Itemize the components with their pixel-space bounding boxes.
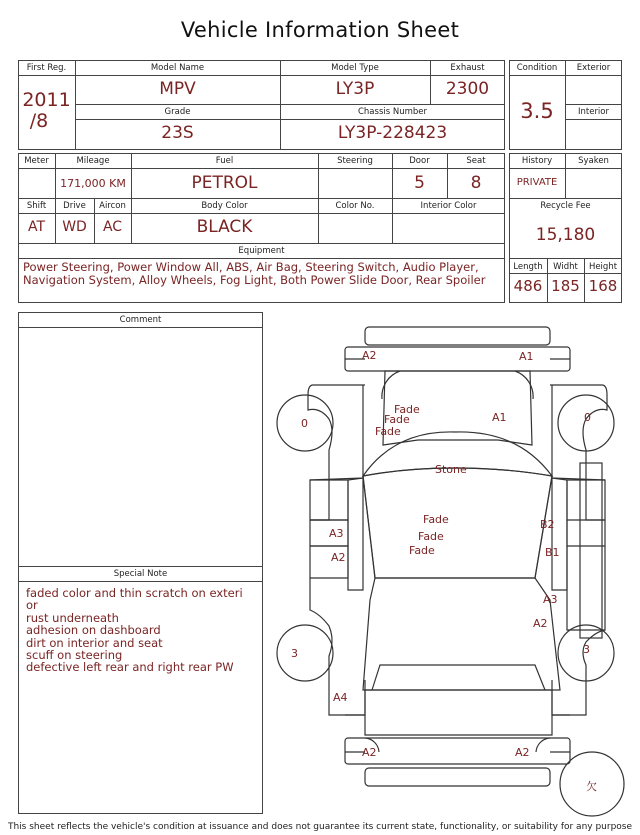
color-no-label: Color No. bbox=[335, 201, 375, 211]
mileage-value: 171,000 KM bbox=[60, 177, 126, 190]
grade-label: Grade bbox=[164, 107, 191, 117]
door-label: Door bbox=[409, 156, 430, 166]
diagram-mark: 0 bbox=[584, 411, 591, 424]
history-label: History bbox=[521, 156, 553, 166]
body-color-value: BLACK bbox=[196, 217, 253, 237]
special-note-line: defective left rear and right rear PW bbox=[26, 660, 234, 674]
comment-label: Comment bbox=[119, 315, 162, 325]
interior-color-label: Interior Color bbox=[420, 201, 477, 211]
height-value: 168 bbox=[588, 277, 618, 295]
diagram-mark: Fade bbox=[409, 544, 435, 557]
chassis-number-value: LY3P-228423 bbox=[337, 123, 448, 143]
diagram-mark: Stone bbox=[435, 463, 467, 476]
special-note-line: scuff on steering bbox=[26, 648, 123, 663]
recycle-fee-value: 15,180 bbox=[535, 225, 596, 245]
diagram-mark: 3 bbox=[583, 643, 590, 656]
diagram-mark: A2 bbox=[515, 746, 530, 759]
model-name-label: Model Name bbox=[150, 63, 205, 73]
exhaust-label: Exhaust bbox=[450, 63, 485, 73]
equipment-label: Equipment bbox=[238, 246, 285, 256]
diagram-mark: 0 bbox=[301, 417, 308, 430]
first-reg-month: /8 bbox=[29, 110, 49, 132]
body-color-label: Body Color bbox=[201, 201, 248, 211]
diagram-mark: A3 bbox=[543, 593, 558, 606]
special-note-line: faded color and thin scratch on exteri bbox=[26, 587, 243, 600]
exterior-label: Exterior bbox=[576, 63, 611, 73]
diagram-mark: B2 bbox=[540, 518, 555, 531]
diagram-mark: A2 bbox=[533, 617, 548, 630]
equipment-list: Power Steering, Power Window All, ABS, Air Bag, Steering Switch, Audio Player, Navigation System, Alloy Wheels, Fog Light, Both Power Slide Door, Rear Spoiler bbox=[23, 260, 486, 287]
diagram-mark: A4 bbox=[333, 691, 348, 704]
length-value: 486 bbox=[513, 277, 543, 295]
fuel-label: Fuel bbox=[215, 156, 234, 166]
diagram-mark: Fade bbox=[418, 530, 444, 543]
exhaust-value: 2300 bbox=[445, 79, 490, 99]
diagram-mark: Fade bbox=[394, 403, 420, 416]
diagram-mark: A1 bbox=[519, 350, 534, 363]
model-type-value: LY3P bbox=[335, 79, 375, 99]
first-reg-year: 2011 bbox=[22, 89, 71, 111]
diagram-mark: A2 bbox=[362, 349, 377, 362]
history-value: PRIVATE bbox=[516, 177, 558, 188]
first-reg-label: First Reg. bbox=[26, 63, 67, 73]
special-note-line: rust underneath bbox=[26, 610, 119, 625]
height-label: Height bbox=[588, 262, 618, 272]
special-note-label: Special Note bbox=[113, 569, 168, 579]
width-label: Widht bbox=[553, 262, 578, 272]
condition-score: 3.5 bbox=[520, 99, 554, 123]
shift-label: Shift bbox=[26, 201, 47, 211]
condition-label: Condition bbox=[516, 63, 558, 73]
diagram-mark: A1 bbox=[492, 411, 507, 424]
fuel-value: PETROL bbox=[191, 173, 258, 193]
meter-label: Meter bbox=[24, 156, 49, 166]
diagram-mark: Fade bbox=[375, 425, 401, 438]
interior-label: Interior bbox=[577, 107, 609, 117]
syaken-label: Syaken bbox=[578, 156, 609, 166]
diagram-mark: A3 bbox=[329, 527, 344, 540]
diagram-mark: A2 bbox=[331, 551, 346, 564]
diagram-mark: Fade bbox=[384, 413, 410, 426]
aircon-label: Aircon bbox=[99, 201, 126, 211]
shift-value: AT bbox=[27, 219, 46, 235]
diagram-mark: B1 bbox=[545, 546, 560, 559]
seat-value: 8 bbox=[470, 173, 482, 193]
steering-label: Steering bbox=[337, 156, 373, 166]
sheet-title: Vehicle Information Sheet bbox=[180, 18, 460, 42]
diagram-mark: A2 bbox=[362, 746, 377, 759]
special-note-line: adhesion on dashboard bbox=[26, 623, 161, 638]
model-name-value: MPV bbox=[159, 79, 196, 99]
width-value: 185 bbox=[551, 277, 580, 295]
grade-value: 23S bbox=[161, 123, 194, 143]
special-note-line: dirt on interior and seat bbox=[26, 635, 163, 650]
recycle-fee-label: Recycle Fee bbox=[540, 201, 591, 211]
special-note-line: or bbox=[26, 598, 38, 613]
diagram-mark: Fade bbox=[423, 513, 449, 526]
disclaimer-footer: This sheet reflects the vehicle's condition at issuance and does not guarantee its current state, functionality, or suitability for any purpose bbox=[7, 822, 633, 832]
diagram-mark: 欠 bbox=[586, 780, 597, 793]
seat-label: Seat bbox=[466, 156, 486, 166]
drive-value: WD bbox=[62, 219, 87, 235]
aircon-value: AC bbox=[102, 219, 123, 235]
diagram-mark: 3 bbox=[291, 647, 298, 660]
length-label: Length bbox=[513, 262, 543, 272]
mileage-label: Mileage bbox=[76, 156, 110, 166]
door-value: 5 bbox=[414, 173, 425, 193]
drive-label: Drive bbox=[63, 201, 86, 211]
model-type-label: Model Type bbox=[331, 63, 379, 73]
chassis-number-label: Chassis Number bbox=[357, 107, 428, 117]
